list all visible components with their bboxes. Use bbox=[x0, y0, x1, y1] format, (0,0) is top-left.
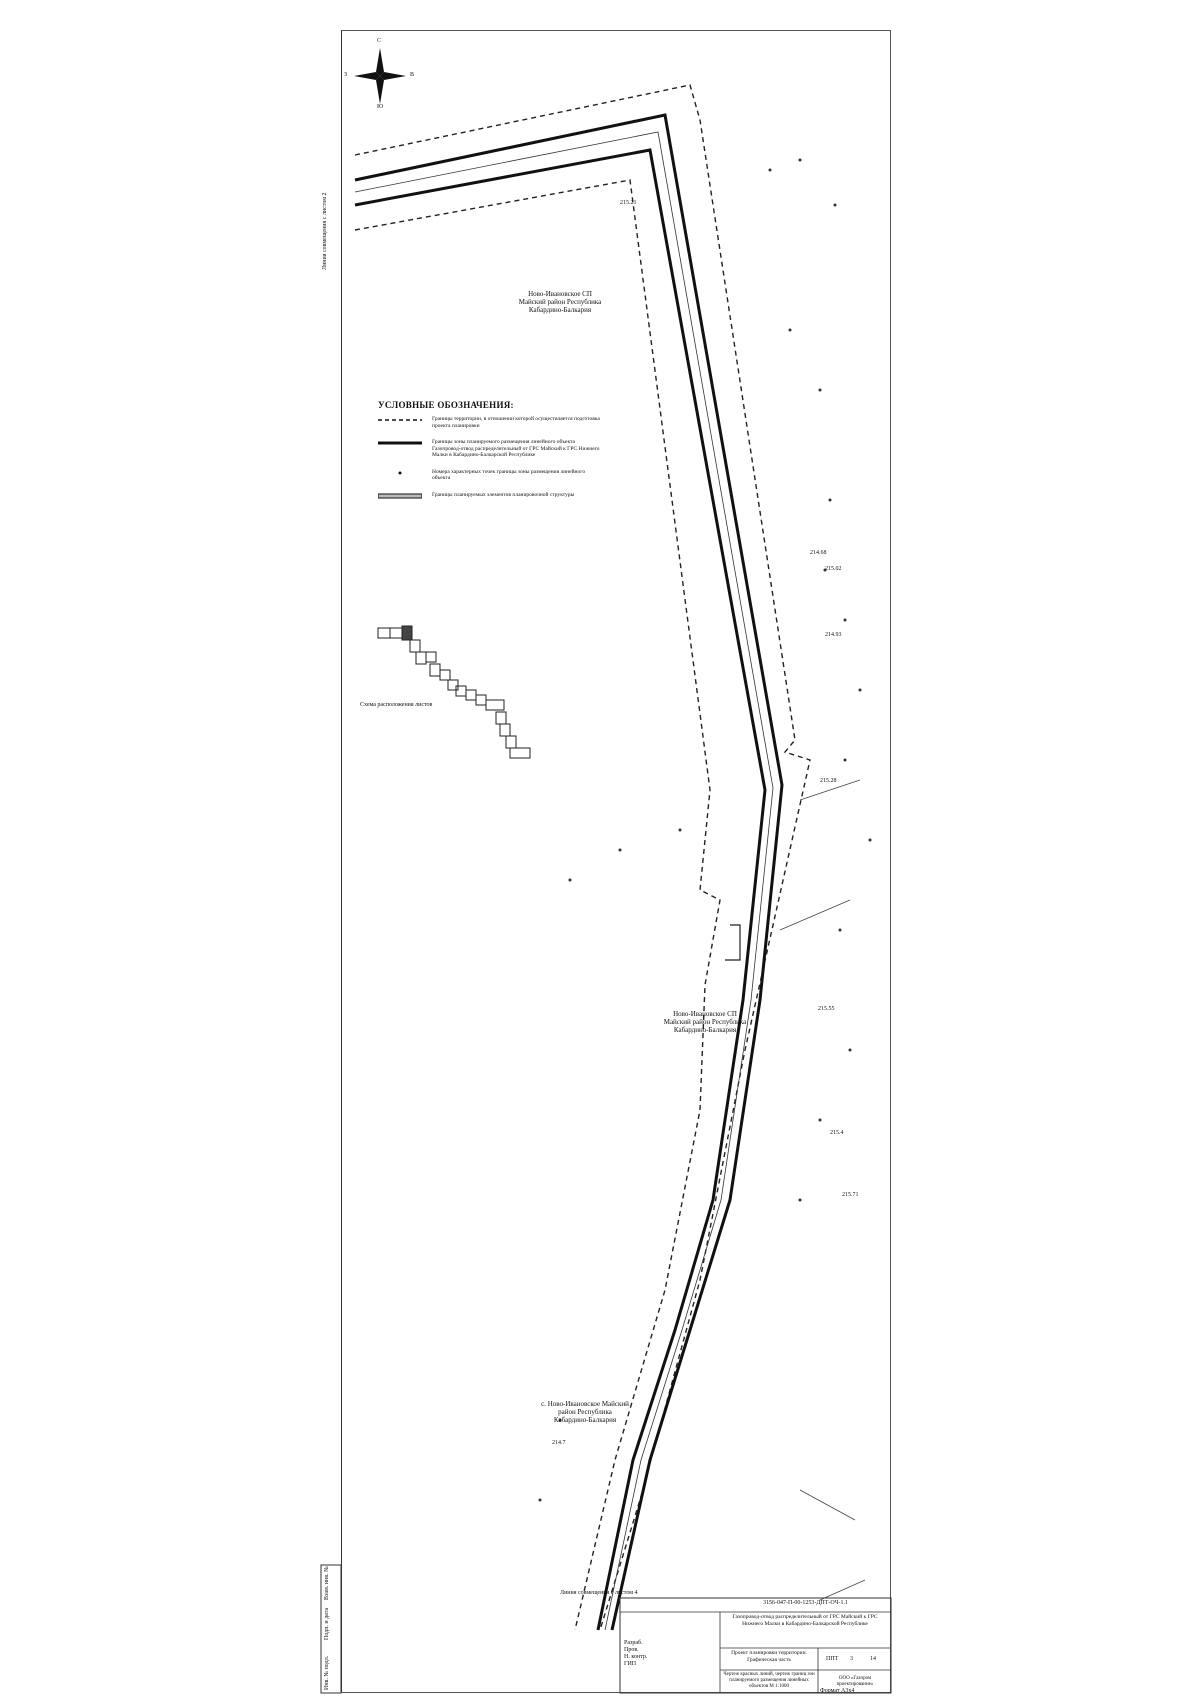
scheme-label: Схема расположения листов bbox=[360, 702, 433, 708]
elevation-label: 214.93 bbox=[825, 632, 842, 638]
elevation-label: 215.55 bbox=[818, 1006, 835, 1012]
elevation-label: 215.4 bbox=[830, 1130, 844, 1136]
role-norm-control: Н. контр. bbox=[624, 1654, 648, 1660]
legend bbox=[378, 400, 608, 500]
document-code: 3156-047-П-00-1253-ДПТ-ОЧ-1.1 bbox=[763, 1600, 848, 1606]
compass-west: З bbox=[344, 72, 348, 78]
margin-stamp-label: Взам. инв. № bbox=[324, 1566, 330, 1600]
title-block-roles bbox=[624, 1640, 714, 1668]
role-developer: Разраб. bbox=[624, 1640, 643, 1646]
elevation-label: 215.21 bbox=[620, 200, 637, 206]
elevation-label: 215.71 bbox=[842, 1192, 859, 1198]
legend-item bbox=[378, 469, 608, 482]
matchline-label-bottom: Линия совмещения с листом 4 bbox=[560, 1590, 638, 1596]
double-line-icon bbox=[378, 492, 422, 500]
title-block-org: ООО «Газпром проектирование» bbox=[836, 1676, 874, 1687]
compass-east: В bbox=[410, 72, 415, 78]
legend-item-text: Границы планируемых элементов планировочной структуры bbox=[432, 491, 575, 498]
elevation-label: 215.28 bbox=[820, 778, 837, 784]
role-checker: Пров. bbox=[624, 1647, 639, 1653]
legend-item-text: Границы территории, в отношении которой осуществляется подготовка проекта планировки bbox=[432, 416, 600, 429]
title-block-stage: ППТ bbox=[826, 1656, 839, 1662]
legend-item bbox=[378, 416, 608, 429]
title-block-format: Формат А3х4 bbox=[820, 1688, 855, 1694]
legend-title: УСЛОВНЫЕ ОБОЗНАЧЕНИЯ: bbox=[378, 400, 514, 410]
locality-label: с. Ново-Ивановское Майский район Республика Кабардино-Балкария bbox=[541, 1400, 629, 1424]
legend-item-text: Номера характерных точек границы зоны размещения линейного объекта bbox=[432, 468, 586, 481]
compass-rose bbox=[344, 38, 415, 110]
matchline-label-top: Линия совмещения с листом 2 bbox=[322, 192, 328, 270]
compass-north: С bbox=[377, 38, 382, 44]
title-block bbox=[720, 1598, 891, 1607]
elevation-label: 214.68 bbox=[810, 550, 827, 556]
title-block-drawing: Чертеж красных линий, чертеж границ зон планируемого размещения линейных объектов М 1:1000 bbox=[723, 1672, 815, 1689]
title-block-sheet: 3 bbox=[850, 1656, 853, 1662]
north-arrow-icon bbox=[350, 40, 410, 110]
margin-stamp-label: Инв. № подл. bbox=[324, 1655, 330, 1690]
title-block-project: Газопровод-отвод распределительный от ГРС Майский к ГРС Нижнего Малки в Кабардино-Балкарской Республике bbox=[732, 1614, 878, 1627]
margin-stamp-label: Подп. и дата bbox=[324, 1607, 330, 1640]
elevation-label: 214.7 bbox=[552, 1440, 566, 1446]
locality-label: Ново-Ивановское СП Майский район Республика Кабардино-Балкария bbox=[518, 290, 602, 314]
survey-ticks bbox=[780, 780, 865, 1600]
solid-line-icon bbox=[378, 439, 422, 447]
boundary-jog bbox=[725, 925, 740, 960]
sheet-layout-scheme bbox=[378, 626, 530, 758]
role-chief-engineer: ГИП bbox=[624, 1661, 637, 1667]
legend-item bbox=[378, 492, 608, 500]
territory-boundary-right bbox=[355, 85, 810, 1630]
title-block-part: Проект планировки территории. Графическая часть bbox=[731, 1650, 807, 1663]
dashed-line-icon bbox=[378, 416, 422, 424]
point-icon bbox=[378, 469, 422, 477]
legend-item-text: Границы зоны планируемого размещения линейного объекта Газопровод-отвод распределительный от ГРС Майский к ГРС Нижнего Малки в Кабардино-Балкарской Республике bbox=[432, 439, 600, 458]
compass-south: Ю bbox=[377, 104, 384, 110]
locality-label: Ново-Ивановское СП Майский район Республика Кабардино-Балкария bbox=[663, 1010, 747, 1034]
elevation-label: 215.02 bbox=[825, 566, 842, 572]
legend-item bbox=[378, 439, 608, 459]
survey-points bbox=[539, 159, 872, 1502]
title-block-sheets: 14 bbox=[870, 1656, 876, 1662]
